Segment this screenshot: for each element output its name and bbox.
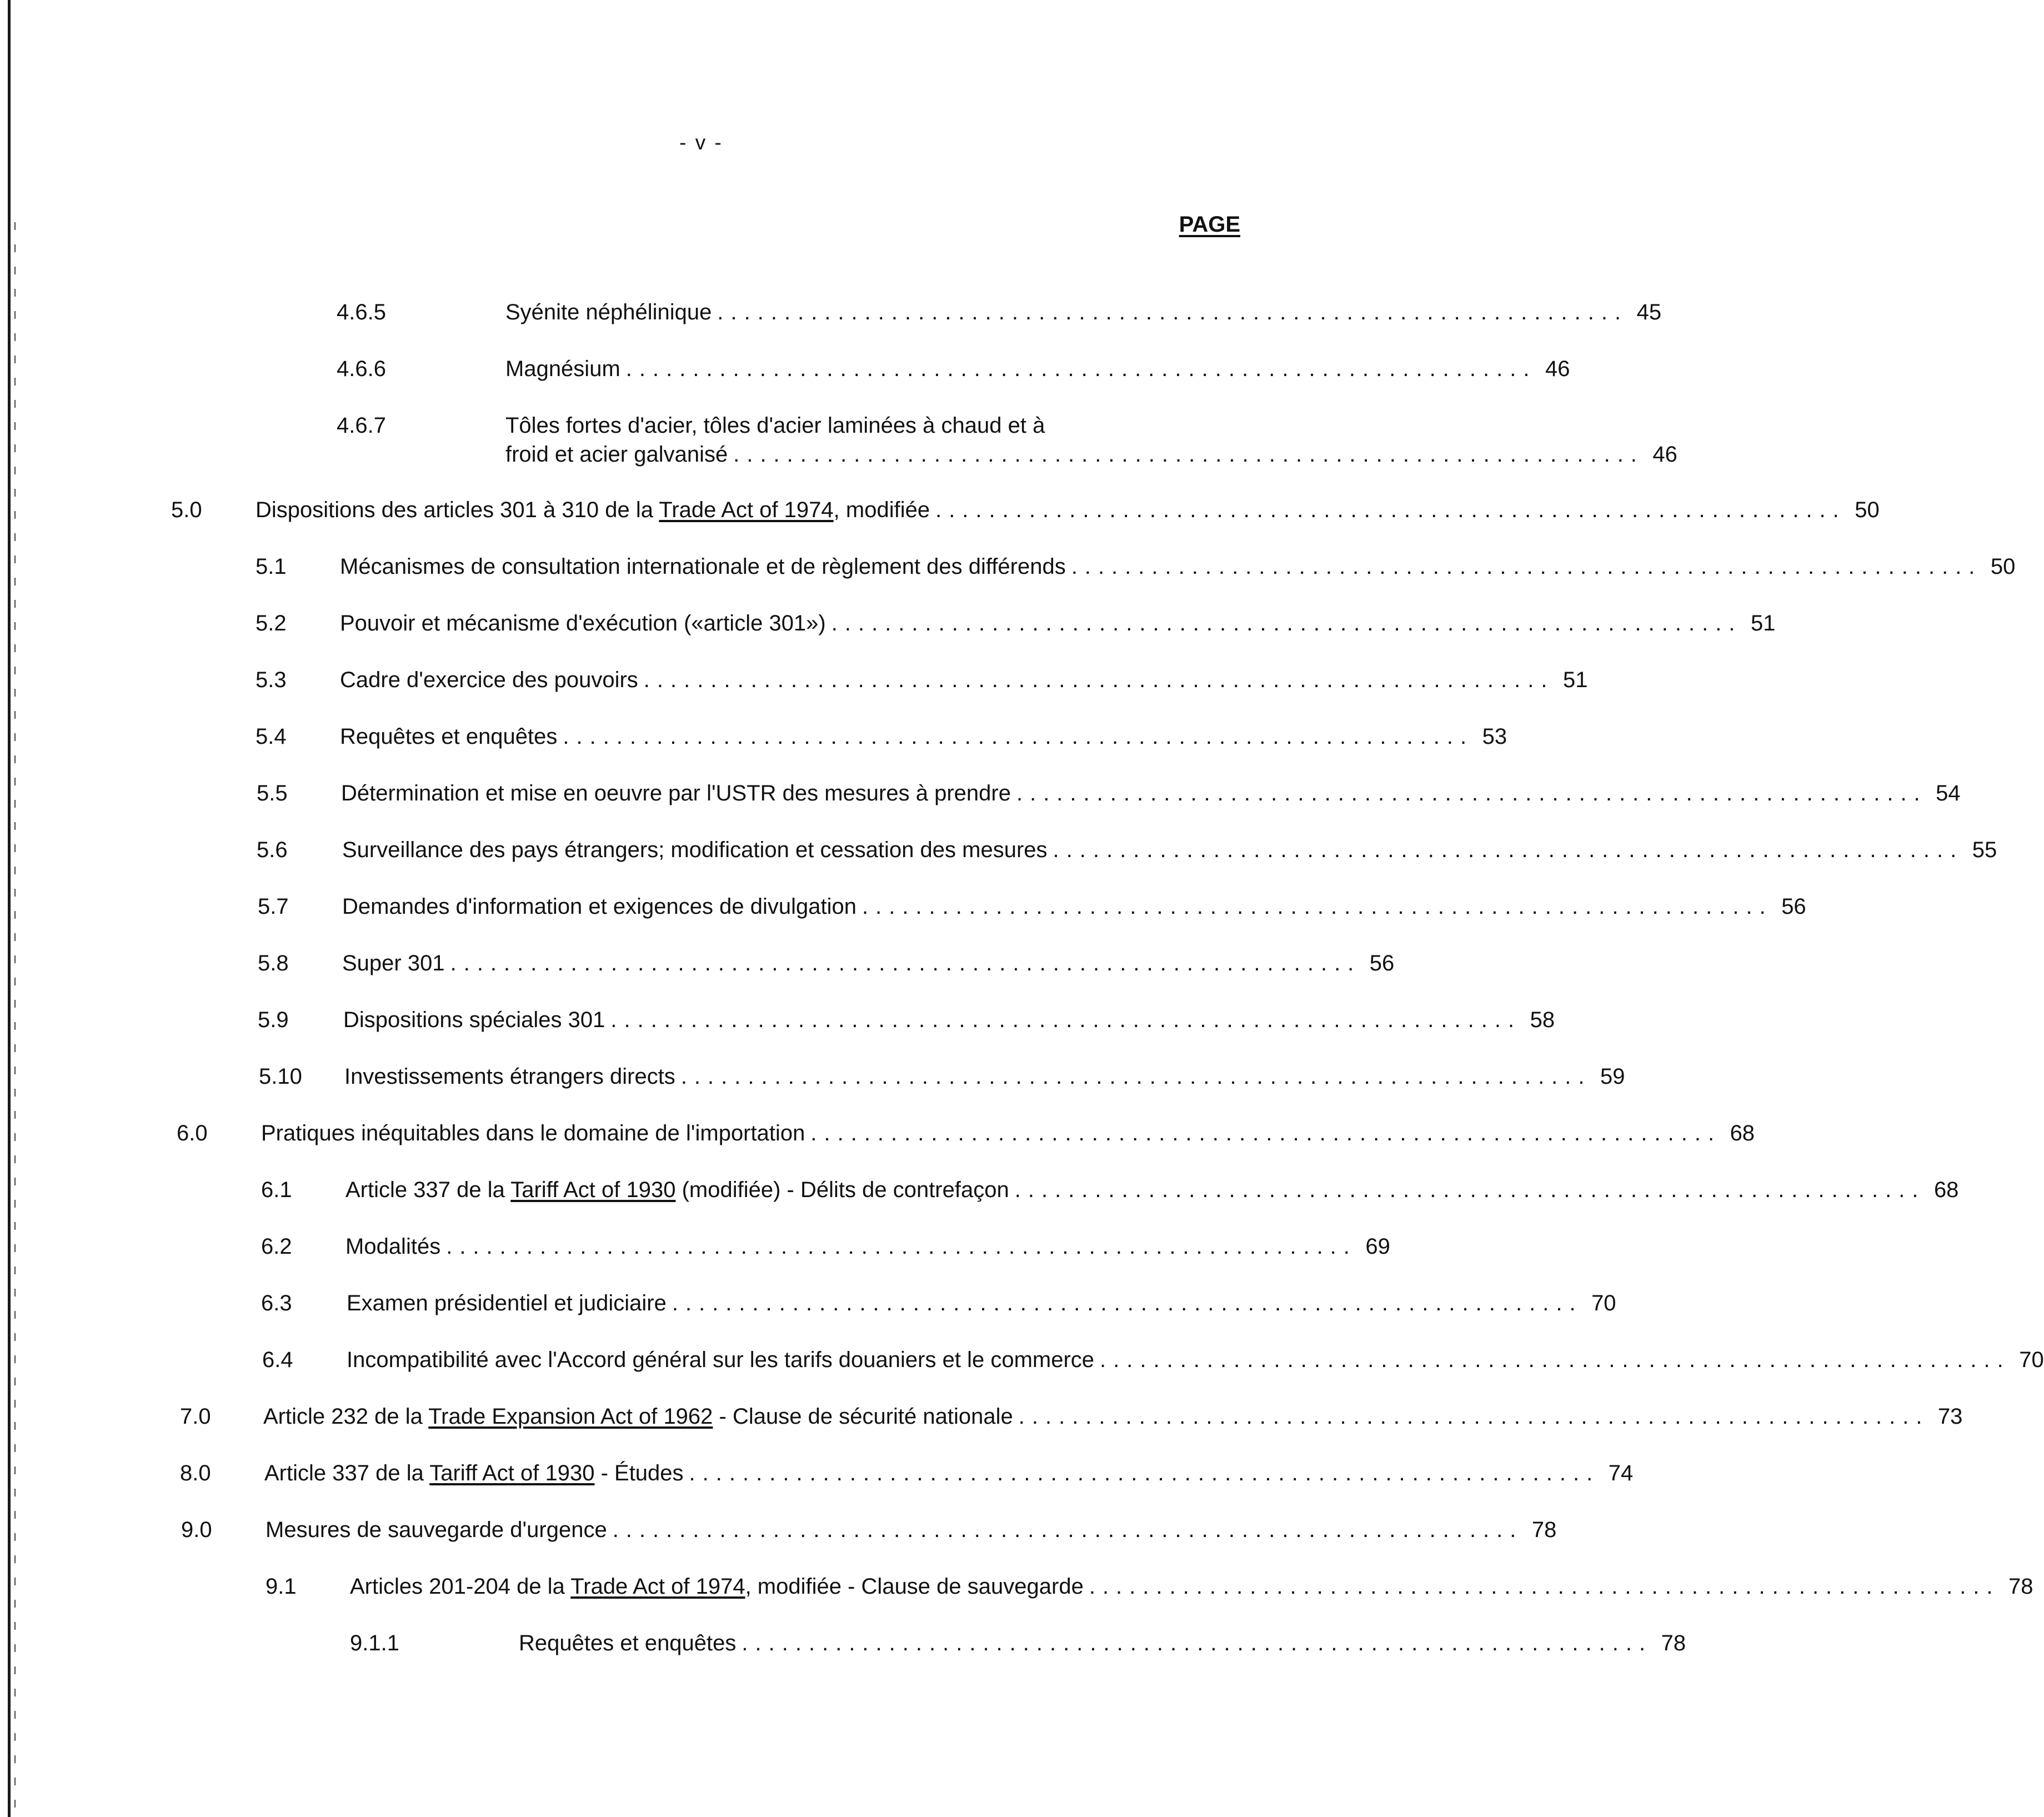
toc-entry-page: 55 — [1972, 838, 1997, 862]
dot-leader: .................................................................... — [643, 668, 1555, 692]
toc-entry-title: Examen présidentiel et judiciaire — [347, 1291, 667, 1315]
dot-leader: .................................................................... — [680, 1064, 1592, 1089]
toc-entry-page: 78 — [2008, 1574, 2033, 1599]
dot-leader: .................................................................... — [1071, 554, 1982, 579]
dot-leader: .................................................................... — [446, 1234, 1357, 1259]
page-number: - v - — [679, 131, 723, 154]
toc-entry-page: 56 — [1781, 894, 1806, 919]
toc-entry-title: Syénite néphélinique — [505, 300, 712, 324]
dot-leader: .................................................................... — [610, 1008, 1522, 1032]
dot-leader: .................................................................... — [625, 357, 1537, 381]
toc-entry-number: 5.8 — [258, 951, 289, 975]
dot-leader: .................................................................... — [831, 611, 1742, 635]
toc-entry-title: Article 232 de la Trade Expansion Act of 1962 - Clause de sécurité nationale — [263, 1404, 1013, 1429]
toc-entry-number: 6.1 — [261, 1178, 292, 1202]
toc-entry-page: 51 — [1750, 611, 1776, 635]
toc-entry-title: Super 301 — [342, 951, 445, 975]
toc-entry-title: Articles 201-204 de la Trade Act of 1974, modifiée - Clause de sauvegarde — [350, 1574, 1084, 1599]
toc-entry-number: 5.2 — [255, 611, 287, 635]
dot-leader: .................................................................... — [563, 724, 1474, 749]
toc-entry-page: 73 — [1937, 1404, 1963, 1429]
toc-entry-page: 50 — [1990, 554, 2016, 579]
toc-entry-page: 46 — [1545, 357, 1570, 381]
toc-entry-number: 8.0 — [180, 1461, 211, 1485]
toc-entry-title: Demandes d'information et exigences de divulgation — [342, 894, 856, 919]
dot-leader: .................................................................... — [1053, 838, 1964, 862]
toc-entry-title: Article 337 de la Tariff Act of 1930 - Études — [264, 1461, 684, 1485]
dot-leader: .................................................................... — [450, 951, 1361, 975]
toc-entry-page: 78 — [1661, 1631, 1686, 1655]
toc-entry-number: 6.3 — [261, 1291, 292, 1315]
page-column-heading: PAGE — [1179, 212, 1240, 237]
toc-entry-number: 4.6.7 — [337, 413, 386, 438]
toc-entry-number: 5.6 — [257, 838, 288, 862]
toc-entry-title: Mesures de sauvegarde d'urgence — [265, 1518, 607, 1542]
dot-leader: .................................................................... — [1100, 1348, 2011, 1372]
toc-entry-title: Incompatibilité avec l'Accord général sur les tarifs douaniers et le commerce — [347, 1348, 1095, 1372]
dot-leader: .................................................................... — [717, 300, 1629, 324]
toc-entry-number: 7.0 — [180, 1404, 211, 1429]
toc-entry-page: 53 — [1482, 724, 1507, 749]
toc-entry-title: Dispositions des articles 301 à 310 de la Trade Act of 1974, modifiée — [255, 498, 930, 522]
toc-entry-number: 4.6.5 — [337, 300, 386, 324]
dot-leader: .................................................................... — [1018, 1404, 1930, 1429]
toc-entry-number: 6.4 — [262, 1348, 293, 1372]
toc-entry-number: 5.10 — [259, 1064, 302, 1089]
dot-leader: .................................................................... — [1016, 781, 1927, 805]
dot-leader: .................................................................... — [742, 1631, 1653, 1655]
toc-entry-title-line1: Tôles fortes d'acier, tôles d'acier laminées à chaud et à — [505, 413, 1045, 438]
toc-entry-page: 59 — [1600, 1064, 1625, 1089]
toc-entry-title: Surveillance des pays étrangers; modification et cessation des mesures — [342, 838, 1048, 862]
toc-entry-page: 78 — [1531, 1518, 1557, 1542]
toc-entry-title-line2: froid et acier galvanisé — [505, 442, 728, 467]
toc-entry-page: 74 — [1608, 1461, 1634, 1485]
toc-entry-title: Dispositions spéciales 301 — [343, 1008, 605, 1032]
dot-leader: .................................................................... — [612, 1518, 1524, 1542]
toc-entry-page: 69 — [1365, 1234, 1390, 1259]
toc-entry-title: Modalités — [345, 1234, 441, 1259]
dot-leader: .................................................................... — [689, 1461, 1600, 1485]
toc-entry-number: 5.4 — [255, 724, 287, 749]
toc-entry-number: 6.2 — [261, 1234, 292, 1259]
toc-entry-number: 4.6.6 — [337, 357, 386, 381]
toc-entry-number: 5.3 — [255, 668, 287, 692]
toc-entry-page: 70 — [1591, 1291, 1616, 1315]
toc-entry-title: Pratiques inéquitables dans le domaine de l'importation — [261, 1121, 805, 1145]
dot-leader: .................................................................... — [672, 1291, 1583, 1315]
toc-entry-page: 45 — [1636, 300, 1662, 324]
toc-entry-page: 70 — [2019, 1348, 2044, 1372]
toc-entry-page: 56 — [1369, 951, 1395, 975]
toc-entry-title: Magnésium — [505, 357, 620, 381]
dot-leader: .................................................................... — [935, 498, 1846, 522]
toc-entry-title: Pouvoir et mécanisme d'exécution («article 301») — [340, 611, 826, 635]
toc-entry-page: 68 — [1933, 1178, 1959, 1202]
toc-entry-page: 51 — [1563, 668, 1588, 692]
toc-entry-title: Article 337 de la Tariff Act of 1930 (modifiée) - Délits de contrefaçon — [345, 1178, 1009, 1202]
toc-entry-title: Mécanismes de consultation internationale et de règlement des différends — [340, 554, 1066, 579]
toc-entry-title: Requêtes et enquêtes — [519, 1631, 737, 1655]
toc-entry-page: 58 — [1530, 1008, 1555, 1032]
dot-leader: .................................................................... — [810, 1121, 1722, 1145]
toc-entry-title: Détermination et mise en oeuvre par l'USTR des mesures à prendre — [341, 781, 1011, 805]
toc-entry-number: 6.0 — [177, 1121, 208, 1145]
toc-entry-page: 50 — [1855, 498, 1880, 522]
toc-entry-number: 5.0 — [171, 498, 202, 522]
toc-entry-number: 9.1.1 — [350, 1631, 399, 1655]
toc-entry-title: Investissements étrangers directs — [344, 1064, 675, 1089]
toc-entry-number: 5.5 — [257, 781, 288, 805]
dot-leader: .................................................................... — [733, 442, 1644, 467]
toc-entry-number: 5.7 — [258, 894, 289, 919]
toc-entry-number: 9.0 — [181, 1518, 212, 1542]
toc-entry-page: 46 — [1652, 442, 1677, 467]
dot-leader: .................................................................... — [1089, 1574, 2000, 1599]
toc-entry-number: 9.1 — [265, 1574, 297, 1599]
toc-entry-number: 5.1 — [255, 554, 287, 579]
toc-entry-title: Requêtes et enquêtes — [340, 724, 558, 749]
toc-entry-page: 54 — [1936, 781, 1961, 805]
toc-entry-number: 5.9 — [258, 1008, 289, 1032]
toc-entry-title: Cadre d'exercice des pouvoirs — [340, 668, 638, 692]
toc-entry-page: 68 — [1730, 1121, 1755, 1145]
dot-leader: .................................................................... — [1014, 1178, 1926, 1202]
dot-leader: .................................................................... — [861, 894, 1773, 919]
